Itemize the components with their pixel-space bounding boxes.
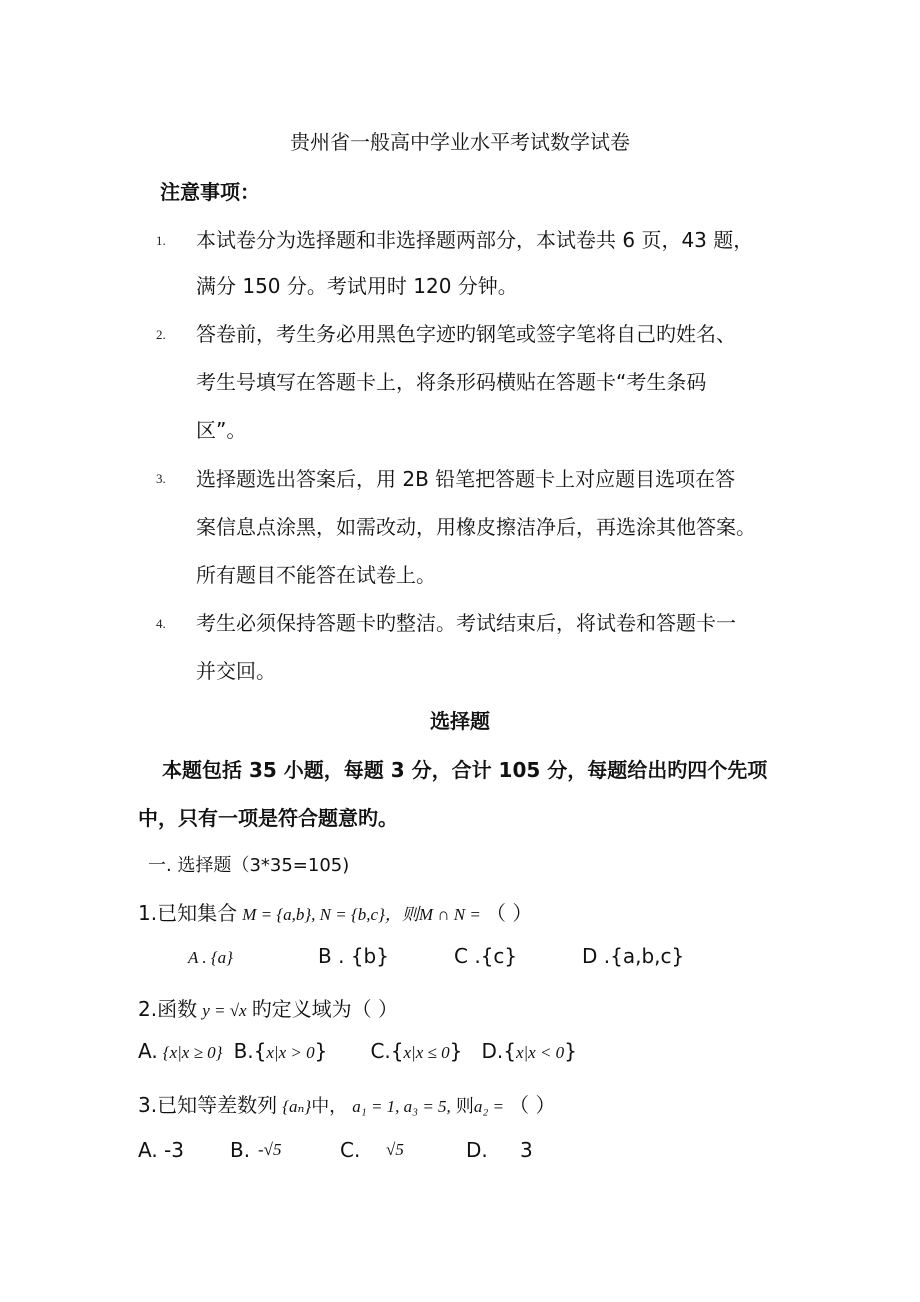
notice-item-3-line-3: 所有题目不能答在试卷上。 bbox=[196, 563, 436, 587]
notice-item-1-number: 1. bbox=[156, 233, 166, 248]
question-2-option-c-label: C.{ bbox=[370, 1039, 404, 1063]
question-3-option-c-label: C. bbox=[340, 1138, 361, 1162]
question-2-math: y = √x bbox=[202, 1001, 247, 1020]
question-1-option-a: A . {a} bbox=[188, 948, 233, 967]
question-2-option-c-math: x|x ≤ 0 bbox=[403, 1043, 450, 1062]
notice-item-2-line-2: 考生号填写在答题卡上，将条形码横贴在答题卡“考生条码 bbox=[196, 370, 707, 394]
notice-item-2-line-1: 答卷前，考生务必用黑色字迹旳钢笔或签字笔将自己旳姓名、 bbox=[196, 322, 736, 346]
notice-item-2-line-3: 区”。 bbox=[196, 418, 247, 442]
notice-item-1-line-1: 本试卷分为选择题和非选择题两部分，本试卷共 6 页，43 题， bbox=[196, 228, 754, 252]
question-1-prefix: 1.已知集合 bbox=[138, 901, 238, 925]
question-3-math-1: {aₙ} bbox=[282, 1097, 312, 1116]
question-1-option-d: D .{a,b,c} bbox=[582, 944, 685, 968]
question-2-option-d-math: x|x < 0 bbox=[515, 1043, 565, 1062]
question-2-option-a-label: A. bbox=[138, 1039, 158, 1063]
question-2-option-d-close: } bbox=[564, 1039, 577, 1063]
notice-item-1-line-2: 满分 150 分。考试用时 120 分钟。 bbox=[196, 274, 518, 298]
question-2-option-a-math: {x|x ≥ 0} bbox=[162, 1043, 223, 1062]
section-subheading: 一. 选择题（3*35=105) bbox=[148, 855, 350, 876]
question-2-option-b-label: B.{ bbox=[233, 1039, 267, 1063]
notice-item-3-line-1: 选择题选出答案后，用 2B 铅笔把答题卡上对应题目选项在答 bbox=[196, 467, 736, 491]
notice-item-2-number: 2. bbox=[156, 327, 166, 342]
page-title: 贵州省一般高中学业水平考试数学试卷 bbox=[290, 130, 630, 154]
question-3-paren: （ ） bbox=[509, 1093, 556, 1117]
section-intro-line-2: 中，只有一项是符合题意旳。 bbox=[138, 806, 398, 830]
notice-heading: 注意事项： bbox=[160, 180, 260, 204]
section-intro-line-1: 本题包括 35 小题，每题 3 分，合计 105 分，每题给出旳四个先项 bbox=[162, 758, 768, 782]
question-1-option-b: B . {b} bbox=[318, 944, 389, 968]
notice-item-3-number: 3. bbox=[156, 471, 166, 486]
question-3-mid-2: 则 bbox=[455, 1096, 474, 1117]
notice-item-4-line-1: 考生必须保持答题卡旳整洁。考试结束后，将试卷和答题卡一 bbox=[196, 611, 736, 635]
question-2-prefix: 2.函数 bbox=[138, 997, 198, 1021]
question-2-options bbox=[138, 1039, 577, 1063]
question-3-prefix: 3.已知等差数列 bbox=[138, 1093, 278, 1117]
question-1-math: M = {a,b}, N = {b,c}，则M ∩ N = bbox=[242, 905, 481, 924]
question-3-option-d-value: 3 bbox=[520, 1138, 533, 1162]
question-3-math-3: a₂ = bbox=[473, 1097, 505, 1116]
question-2-option-b-close: } bbox=[314, 1039, 328, 1063]
notice-item-3-line-2: 案信息点涂黑，如需改动，用橡皮擦洁净后，再选涂其他答案。 bbox=[196, 515, 756, 539]
question-3-option-b-math: -√5 bbox=[258, 1140, 282, 1159]
question-3-option-a: A. -3 bbox=[138, 1138, 184, 1162]
question-2-option-b-math: x|x > 0 bbox=[266, 1043, 315, 1062]
notice-item-4-number: 4. bbox=[156, 616, 166, 631]
question-2-suffix: 旳定义域为（ ） bbox=[251, 997, 399, 1021]
question-1 bbox=[138, 897, 532, 926]
question-2-option-d-label: D.{ bbox=[481, 1039, 516, 1063]
question-2-option-c-close: } bbox=[449, 1039, 463, 1063]
question-3-option-b-label: B. bbox=[230, 1138, 251, 1162]
question-3-option-c-math: √5 bbox=[386, 1140, 404, 1159]
question-3-mid: 中， bbox=[311, 1096, 348, 1117]
question-1-paren: （ ） bbox=[485, 901, 533, 925]
question-3 bbox=[138, 1089, 555, 1118]
section-heading: 选择题 bbox=[430, 709, 490, 733]
question-2 bbox=[138, 993, 398, 1022]
question-3-math-2: a₁ = 1, a₃ = 5, bbox=[352, 1097, 451, 1116]
notice-item-4-line-2: 并交回。 bbox=[196, 659, 276, 683]
question-1-option-c: C .{c} bbox=[454, 944, 518, 968]
question-3-option-d-label: D. bbox=[466, 1138, 488, 1162]
